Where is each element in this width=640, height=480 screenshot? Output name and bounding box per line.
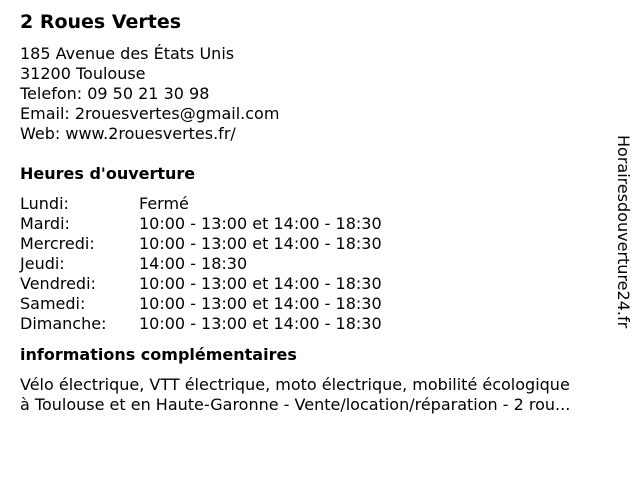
hours-row-jeudi xyxy=(20,254,620,274)
hours-row-samedi xyxy=(20,294,620,314)
hours-heading: Heures d'ouverture xyxy=(20,164,196,183)
info-heading: informations complémentaires xyxy=(20,345,297,364)
hours-row-mardi xyxy=(20,214,620,234)
hours-day: Lundi: xyxy=(20,194,69,213)
hours-row-dimanche xyxy=(20,314,620,334)
hours-time: 10:00 - 13:00 et 14:00 - 18:30 xyxy=(139,294,382,313)
hours-row-vendredi xyxy=(20,274,620,294)
hours-day: Mardi: xyxy=(20,214,70,233)
hours-day: Mercredi: xyxy=(20,234,95,253)
hours-day: Dimanche: xyxy=(20,314,107,333)
hours-time: Fermé xyxy=(139,194,189,213)
hours-time: 10:00 - 13:00 et 14:00 - 18:30 xyxy=(139,274,382,293)
hours-row-mercredi xyxy=(20,234,620,254)
hours-time: 10:00 - 13:00 et 14:00 - 18:30 xyxy=(139,234,382,253)
phone-number[interactable]: Telefon: 09 50 21 30 98 xyxy=(20,84,210,103)
hours-day: Vendredi: xyxy=(20,274,96,293)
site-watermark: Horairesdouverture24.fr xyxy=(614,135,633,329)
hours-time: 10:00 - 13:00 et 14:00 - 18:30 xyxy=(139,214,382,233)
info-line-2: à Toulouse et en Haute-Garonne - Vente/location/réparation - 2 rou... xyxy=(20,395,571,414)
hours-time: 14:00 - 18:30 xyxy=(139,254,248,273)
info-line-1: Vélo électrique, VTT électrique, moto électrique, mobilité écologique xyxy=(20,375,570,394)
hours-row-lundi xyxy=(20,194,620,214)
city-postcode: 31200 Toulouse xyxy=(20,64,146,83)
street-address: 185 Avenue des États Unis xyxy=(20,44,235,63)
hours-day: Samedi: xyxy=(20,294,86,313)
hours-table xyxy=(20,194,620,334)
hours-day: Jeudi: xyxy=(20,254,65,273)
info-description xyxy=(20,375,630,415)
contact-block xyxy=(20,44,620,144)
email-address[interactable]: Email: 2rouesvertes@gmail.com xyxy=(20,104,280,123)
business-name: 2 Roues Vertes xyxy=(20,11,182,33)
business-card xyxy=(20,10,620,415)
website-link[interactable]: Web: www.2rouesvertes.fr/ xyxy=(20,124,236,143)
hours-time: 10:00 - 13:00 et 14:00 - 18:30 xyxy=(139,314,382,333)
